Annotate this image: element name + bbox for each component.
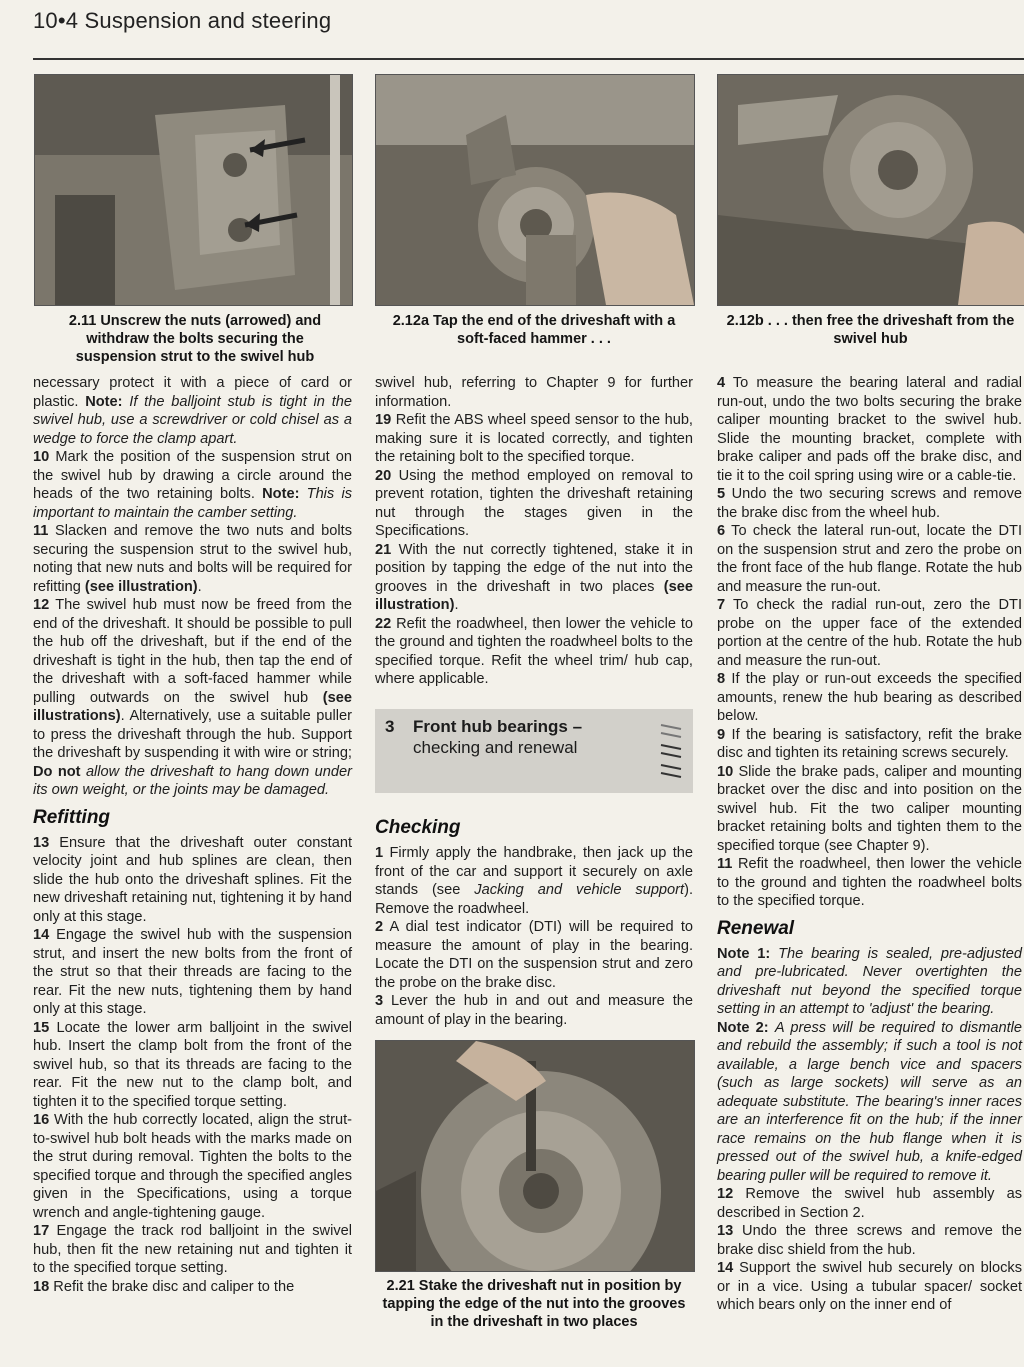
column-3 (717, 374, 1022, 1315)
header-rule (33, 58, 1024, 60)
paragraph-16: 16 With the hub correctly located, align the strut-to-swivel hub bolt heads with the marks made on the strut during removal. Tighten the bolts to the specified torque and through the specified angles given in the Specifications, using a torque wrench and angle-tightening gauge. (33, 1112, 352, 1221)
section-title: Front hub bearings – (413, 717, 583, 736)
photo-2-12a (375, 74, 695, 306)
page-header: 10•4 Suspension and steering (33, 8, 332, 33)
paragraph-19: 19 Refit the ABS wheel speed sensor to the hub, making sure it is located correctly, and tighten the retaining bolt to the specified torque. (375, 412, 693, 465)
column-2-lower (375, 810, 693, 1029)
paragraph-note-1: Note 1: The bearing is sealed, pre-adjusted and pre-lubricated. Never overtighten the driveshaft nut beyond the specified torque setting in an attempt to 'adjust' the bearing. (717, 945, 1023, 1017)
paragraph-17: 17 Engage the track rod balljoint in the swivel hub, then fit the new retaining nut and tighten it to the specified torque setting. (33, 1223, 352, 1276)
section-heading-box (375, 709, 693, 793)
caption-2-21: 2.21 Stake the driveshaft nut in position by tapping the edge of the nut into the grooves in the driveshaft in two places (382, 1278, 686, 1330)
paragraph-18: 18 Refit the brake disc and caliper to the (33, 1278, 295, 1295)
paragraph-22: 22 Refit the roadwheel, then lower the vehicle to the ground and tighten the roadwheel bolts to the specified torque. Refit the wheel trim/ hub cap, where applicable. (375, 615, 693, 687)
paragraph-check-5: 5 Undo the two securing screws and remove the brake disc from the wheel hub. (717, 486, 1022, 521)
paragraph-renew-13: 13 Undo the three screws and remove the brake disc shield from the hub. (717, 1223, 1022, 1258)
paragraph-renew-12: 12 Remove the swivel hub assembly as described in Section 2. (717, 1186, 1022, 1221)
section-number: 3 (385, 717, 395, 736)
paragraph-14: 14 Engage the swivel hub with the suspension strut, and insert the new bolts from the front of the strut so that their threads are facing to the rear. Fit the new nuts, tightening them by hand only at this stage. (33, 927, 352, 1017)
paragraph-10: 10 Mark the position of the suspension strut on the swivel hub by drawing a circle around the heads of the two retaining bolts. Note: This is important to maintain the camber setting. (33, 449, 352, 521)
section-subtitle: checking and renewal (413, 738, 578, 757)
caption-2-11: 2.11 Unscrew the nuts (arrowed) and withdraw the bolts securing the suspension strut to the swivel hub (68, 313, 322, 365)
difficulty-rating-icon (657, 719, 685, 783)
column-1 (33, 374, 352, 1296)
paragraph-check-11: 11 Refit the roadwheel, then lower the vehicle to the ground and tighten the roadwheel bolts to the specified torque. (717, 856, 1022, 909)
paragraph-11: 11 Slacken and remove the two nuts and bolts securing the suspension strut to the swivel hub, noting that new nuts and bolts will be required for refitting (see illustration). (33, 523, 352, 595)
paragraph-check-9: 9 If the bearing is satisfactory, refit the brake disc and tighten its retaining screws securely. (717, 726, 1022, 761)
paragraph-renew-14: 14 Support the swivel hub securely on blocks or in a vice. Using a tubular spacer/ socket which bears only on the inner end of (717, 1260, 1022, 1313)
photo-2-11 (34, 74, 353, 306)
paragraph-intro: necessary protect it with a piece of card or plastic. Note: If the balljoint stub is tight in the swivel hub, use a screwdriver or cold chisel as a wedge to force the clamp apart. (33, 375, 352, 447)
subheading-checking: Checking (375, 817, 461, 838)
paragraph-check-4: 4 To measure the bearing lateral and radial run-out, undo the two bolts securing the brake caliper mounting bracket to the swivel hub. Slide the mounting bracket, complete with brake caliper and pads off the brake disc, and tie it to the coil spring using wire or a cable-tie. (717, 375, 1022, 484)
paragraph-check-8: 8 If the play or run-out exceeds the specified amounts, renew the hub bearing as described below. (717, 671, 1022, 724)
paragraph-13: 13 Ensure that the driveshaft outer constant velocity joint and hub splines are clean, then slide the hub onto the driveshaft splines. Fit the new driveshaft retaining nut, tightening it by hand only at this stage. (33, 834, 352, 925)
paragraph-continued: swivel hub, referring to Chapter 9 for further information. (375, 375, 693, 410)
photo-2-21 (375, 1040, 695, 1272)
subheading-renewal: Renewal (717, 917, 795, 939)
paragraph-check-10: 10 Slide the brake pads, caliper and mounting bracket over the disc and into position on the swivel hub. Fit the two caliper mounting bracket retaining bolts and tighten them to the specified torque (see Chapter 9). (717, 763, 1022, 854)
photo-2-12b (717, 74, 1024, 306)
paragraph-12: 12 The swivel hub must now be freed from the end of the driveshaft. It should be possible to pull the hub off the driveshaft, but if the end of the driveshaft is tight in the hub, then tap the end of the driveshaft with a soft-faced hammer while pulling outwards on the swivel hub (see illustrations). Alternatively, use a suitable puller to press the driveshaft through the hub. Support the driveshaft by suspending it with wire or string; Do not allow the driveshaft to hang down under its own weight, or the joints may be damaged. (33, 597, 352, 798)
paragraph-check-3: 3 Lever the hub in and out and measure the amount of play in the bearing. (375, 993, 693, 1028)
paragraph-check-1: 1 Firmly apply the handbrake, then jack up the front of the car and support it securely on axle stands (see Jacking and vehicle support). Remove the roadwheel. (375, 845, 693, 917)
paragraph-check-7: 7 To check the radial run-out, zero the DTI probe on the upper face of the extended portion at the centre of the hub. Rotate the hub and measure the run-out. (717, 597, 1022, 669)
subheading-refitting: Refitting (33, 806, 111, 828)
paragraph-20: 20 Using the method employed on removal to prevent rotation, tighten the driveshaft retaining nut through the stages given in the Specifications. (375, 467, 693, 539)
caption-2-12b: 2.12b . . . then free the driveshaft from the swivel hub (726, 313, 1015, 347)
paragraph-15: 15 Locate the lower arm balljoint in the swivel hub. Insert the clamp bolt from the front of the swivel hub, so that its threads are facing to the rear. Fit the new nut to the clamp bolt, and tighten it to the specified torque setting. (33, 1019, 352, 1110)
paragraph-21: 21 With the nut correctly tightened, stake it in position by tapping the edge of the nut into the grooves in the driveshaft in two places (see illustration). (375, 541, 693, 613)
paragraph-check-2: 2 A dial test indicator (DTI) will be required to measure the amount of play in the bearing. Locate the DTI on the suspension strut and zero the probe on the brake disc. (375, 919, 693, 991)
paragraph-check-6: 6 To check the lateral run-out, locate the DTI on the suspension strut and zero the probe on the front face of the hub flange. Rotate the hub and measure the run-out. (717, 523, 1022, 595)
column-2-upper (375, 374, 693, 689)
caption-2-12a: 2.12a Tap the end of the driveshaft with a soft-faced hammer . . . (392, 313, 676, 347)
paragraph-note-2: Note 2: A press will be required to dismantle and rebuild the assembly; if such a tool is not available, a large bench vice and spacers (such as large sockets) will serve as an adequate substitute. The bearing's inner races are an interference fit on the hub; if the inner race remains on the hub flange when it is pressed out of the swivel hub, a knife-edged bearing puller will be required to remove it. (717, 1019, 1022, 1184)
